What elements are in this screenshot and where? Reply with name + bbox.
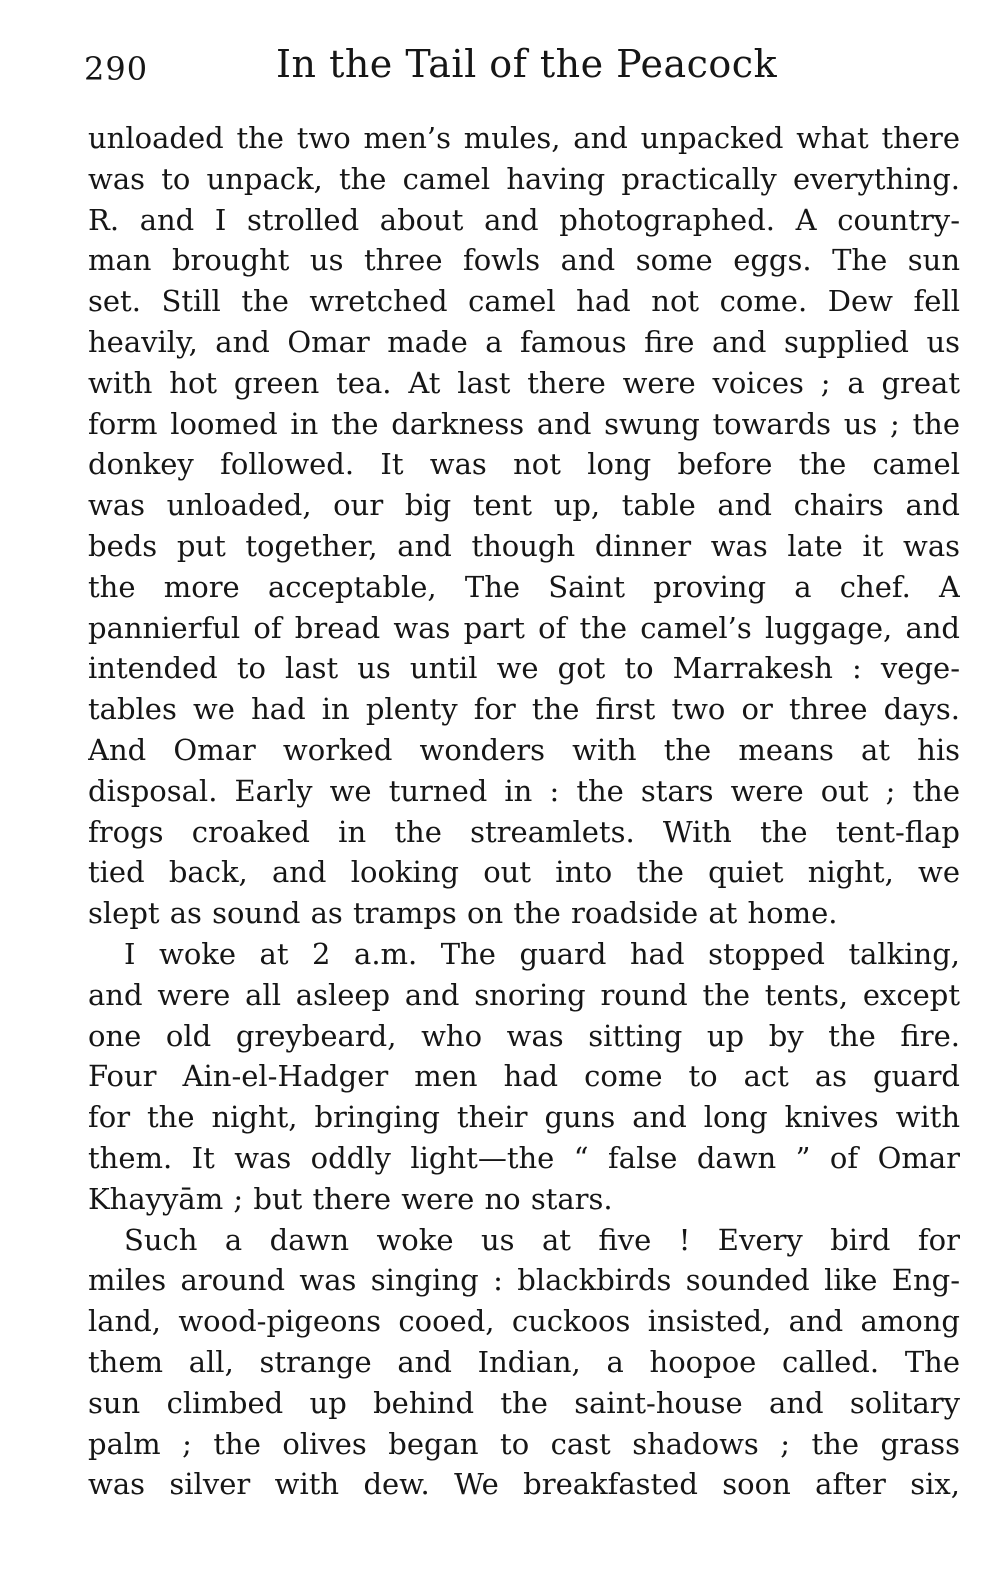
text-line: with hot green tea. At last there were voices ; a great — [88, 365, 960, 400]
text-line: man brought us three fowls and some eggs. The sun — [88, 243, 960, 278]
body-text — [88, 118, 960, 1505]
text-line: was to unpack, the camel having practically everything. — [88, 161, 960, 196]
text-line: Khayyām ; but there were no stars. — [88, 1181, 613, 1216]
text-line: and were all asleep and snoring round the tents, except — [88, 977, 960, 1012]
page-header — [84, 42, 964, 92]
text-line: land, wood-pigeons cooed, cuckoos insisted, and among — [88, 1304, 960, 1339]
text-line: them all, strange and Indian, a hoopoe called. The — [88, 1344, 960, 1379]
text-line: set. Still the wretched camel had not come. Dew fell — [88, 284, 960, 319]
text-line: sun climbed up behind the saint-house and solitary — [88, 1385, 960, 1420]
text-line: was unloaded, our big tent up, table and chairs and — [88, 488, 960, 523]
text-line: for the night, bringing their guns and long knives with — [88, 1100, 960, 1135]
text-line: the more acceptable, The Saint proving a chef. A — [88, 569, 960, 604]
text-line: tables we had in plenty for the first two or three days. — [88, 692, 960, 727]
text-line: was silver with dew. We breakfasted soon after six, — [88, 1467, 960, 1502]
text-line: them. It was oddly light—the “ false dawn ” of Omar — [88, 1140, 960, 1175]
text-line: unloaded the two men’s mules, and unpacked what there — [88, 121, 960, 155]
text-line: form loomed in the darkness and swung towards us ; the — [88, 406, 960, 441]
text-line: heavily, and Omar made a famous fire and supplied us — [88, 324, 960, 359]
text-line: R. and I strolled about and photographed. A country- — [88, 202, 960, 237]
page-number: 290 — [84, 50, 149, 88]
text-line: pannierful of bread was part of the camel’s luggage, and — [88, 610, 960, 645]
running-title: In the Tail of the Peacock — [276, 42, 778, 86]
text-line: And Omar worked wonders with the means at his — [88, 732, 960, 767]
text-line: one old greybeard, who was sitting up by the fire. — [88, 1018, 960, 1053]
text-line: tied back, and looking out into the quiet night, we — [88, 855, 960, 890]
text-line: beds put together, and though dinner was late it was — [88, 528, 960, 563]
text-line: miles around was singing : blackbirds sounded like Eng- — [88, 1263, 960, 1298]
text-line: frogs croaked in the streamlets. With the tent-flap — [88, 814, 960, 849]
text-line: Four Ain-el-Hadger men had come to act as guard — [88, 1059, 960, 1094]
text-line: slept as sound as tramps on the roadside at home. — [88, 896, 838, 931]
text-line: I woke at 2 a.m. The guard had stopped talking, — [124, 936, 960, 971]
text-line: donkey followed. It was not long before the camel — [88, 447, 960, 482]
text-line: palm ; the olives began to cast shadows ; the grass — [88, 1426, 960, 1461]
text-line: disposal. Early we turned in : the stars were out ; the — [88, 773, 960, 808]
text-line: intended to last us until we got to Marrakesh : vege- — [88, 651, 960, 686]
text-line: Such a dawn woke us at five ! Every bird for — [124, 1222, 960, 1257]
